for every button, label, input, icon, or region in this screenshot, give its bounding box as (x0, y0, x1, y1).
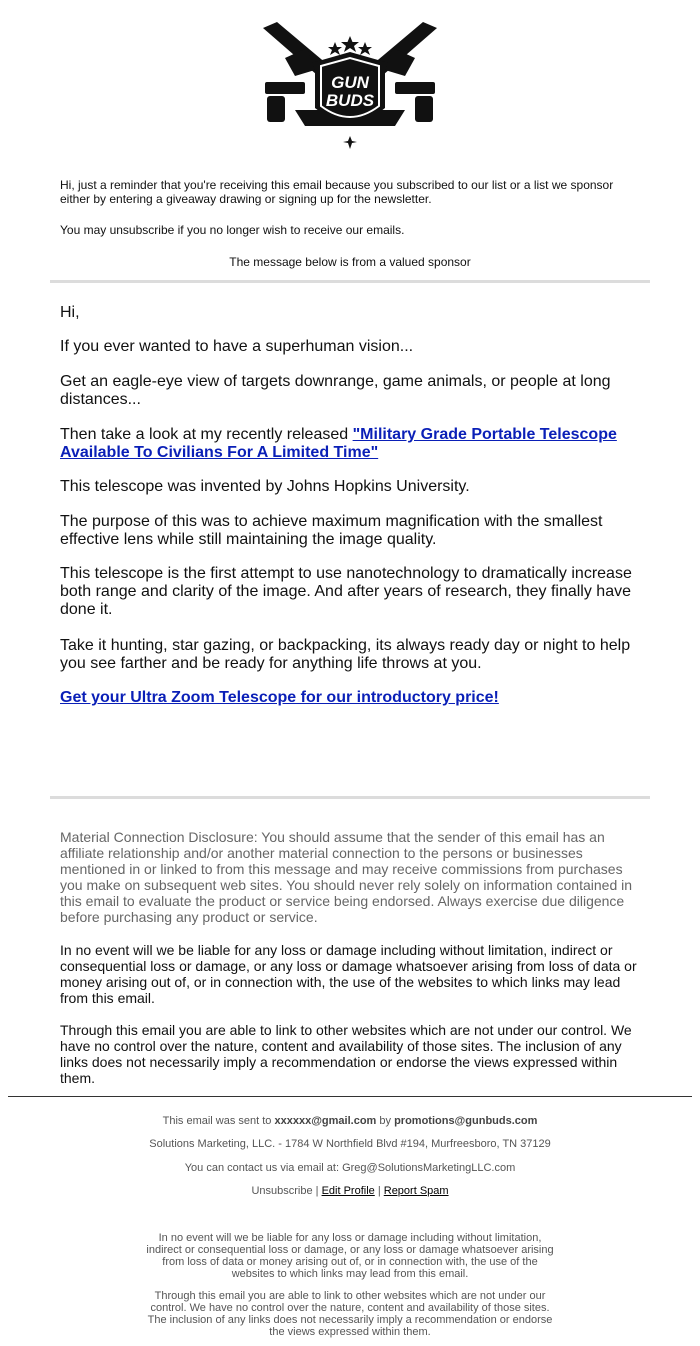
message-paragraph-3-text: Then take a look at my recently released (60, 426, 353, 443)
gun-buds-logo[interactable] (255, 18, 445, 150)
footer-contact: You can contact us via email at: Greg@SolutionsMarketingLLC.com (184, 1162, 516, 1174)
footer-separator-2: | (374, 1185, 384, 1197)
divider-top (50, 280, 650, 283)
cta-telescope-link[interactable]: Get your Ultra Zoom Telescope for our introductory price! (60, 689, 499, 706)
message-paragraph-1: If you ever wanted to have a superhuman vision... (60, 338, 414, 355)
logo-text-line1: GUN (331, 73, 369, 92)
unsubscribe-label[interactable]: Unsubscribe (251, 1185, 313, 1197)
footer-address: Solutions Marketing, LLC. - 1784 W Northfield Blvd #194, Murfreesboro, TN 37129 (149, 1138, 551, 1150)
message-paragraph-6: This telescope is the first attempt to use nanotechnology to dramatically increase both range and clarity of the image. And after years of research, they finally have done it. (60, 565, 632, 618)
sponsor-note: The message below is from a valued sponsor (229, 255, 471, 269)
material-disclosure: Material Connection Disclosure: You should assume that the sender of this email has an affiliate relationship and/or another material connection to the persons or businesses mentioned in or linked to from this message and may receive commissions from purchases you make on subsequent web sites. You should never rely solely on information contained in this email to evaluate the product or service being endorsed. Always exercise due diligence before purchasing any product or service. (60, 829, 633, 925)
footer-separator-1: | (312, 1185, 322, 1197)
gun-buds-emblem-icon (255, 18, 445, 150)
external-links-disclaimer: Through this email you are able to link to other websites which are not under our control. We have no control over the nature, content and availability of those sites. The inclusion of any links does not necessarily imply a recommendation or endorse the views expressed within them. (60, 1022, 632, 1086)
footer-actions (0, 1185, 700, 1198)
divider-bottom (50, 796, 650, 799)
report-spam-link[interactable]: Report Spam (383, 1185, 449, 1197)
message-paragraph-3 (60, 426, 640, 462)
message-paragraph-7: Take it hunting, star gazing, or backpacking, its always ready day or night to help you see farther and be ready for anything life throws at you. (60, 637, 631, 672)
footer-recipient: xxxxxx@gmail.com (274, 1115, 377, 1127)
footer-by: by (376, 1115, 395, 1127)
telescope-offer-link[interactable]: "Military Grade Portable Telescope Available To Civilians For A Limited Time" (60, 426, 617, 461)
message-paragraph-4: This telescope was invented by Johns Hopkins University. (60, 478, 470, 495)
liability-disclaimer: In no event will we be liable for any loss or damage including without limitation, indirect or consequential loss or damage, or any loss or damage whatsoever arising from loss of data or money arising out of, or in connection with, the use of the websites to which links may lead from this email. (60, 942, 637, 1006)
footer-liability: In no event will we be liable for any loss or damage including without limitation, indirect or consequential loss or damage, or any loss or damage whatsoever arising from loss of data or money arising out of, or in connection with, the use of the websites to which links may lead from this email. (146, 1232, 554, 1280)
footer-sender: promotions@gunbuds.com (394, 1115, 538, 1127)
footer-sent-prefix: This email was sent to (162, 1115, 275, 1127)
logo-text-line2: BUDS (325, 91, 375, 110)
intro-reminder: Hi, just a reminder that you're receiving this email because you subscribed to our list or a list we sponsor either by entering a giveaway drawing or signing up for the newsletter. (60, 178, 614, 206)
edit-profile-link[interactable]: Edit Profile (321, 1185, 375, 1197)
intro-unsubscribe-note: You may unsubscribe if you no longer wish to receive our emails. (60, 223, 405, 237)
message-greeting: Hi, (60, 304, 80, 321)
footer-divider (8, 1096, 692, 1097)
message-paragraph-5: The purpose of this was to achieve maximum magnification with the smallest effective lens while still maintaining the image quality. (60, 513, 603, 548)
cta-container (60, 689, 640, 707)
message-paragraph-2: Get an eagle-eye view of targets downrange, game animals, or people at long distances... (60, 373, 611, 408)
footer-sent-to (0, 1115, 700, 1128)
footer-external-links: Through this email you are able to link to other websites which are not under our control. We have no control over the nature, content and availability of those sites. The inclusion of any links does not necessarily imply a recommendation or endorse the views expressed within them. (147, 1290, 553, 1338)
